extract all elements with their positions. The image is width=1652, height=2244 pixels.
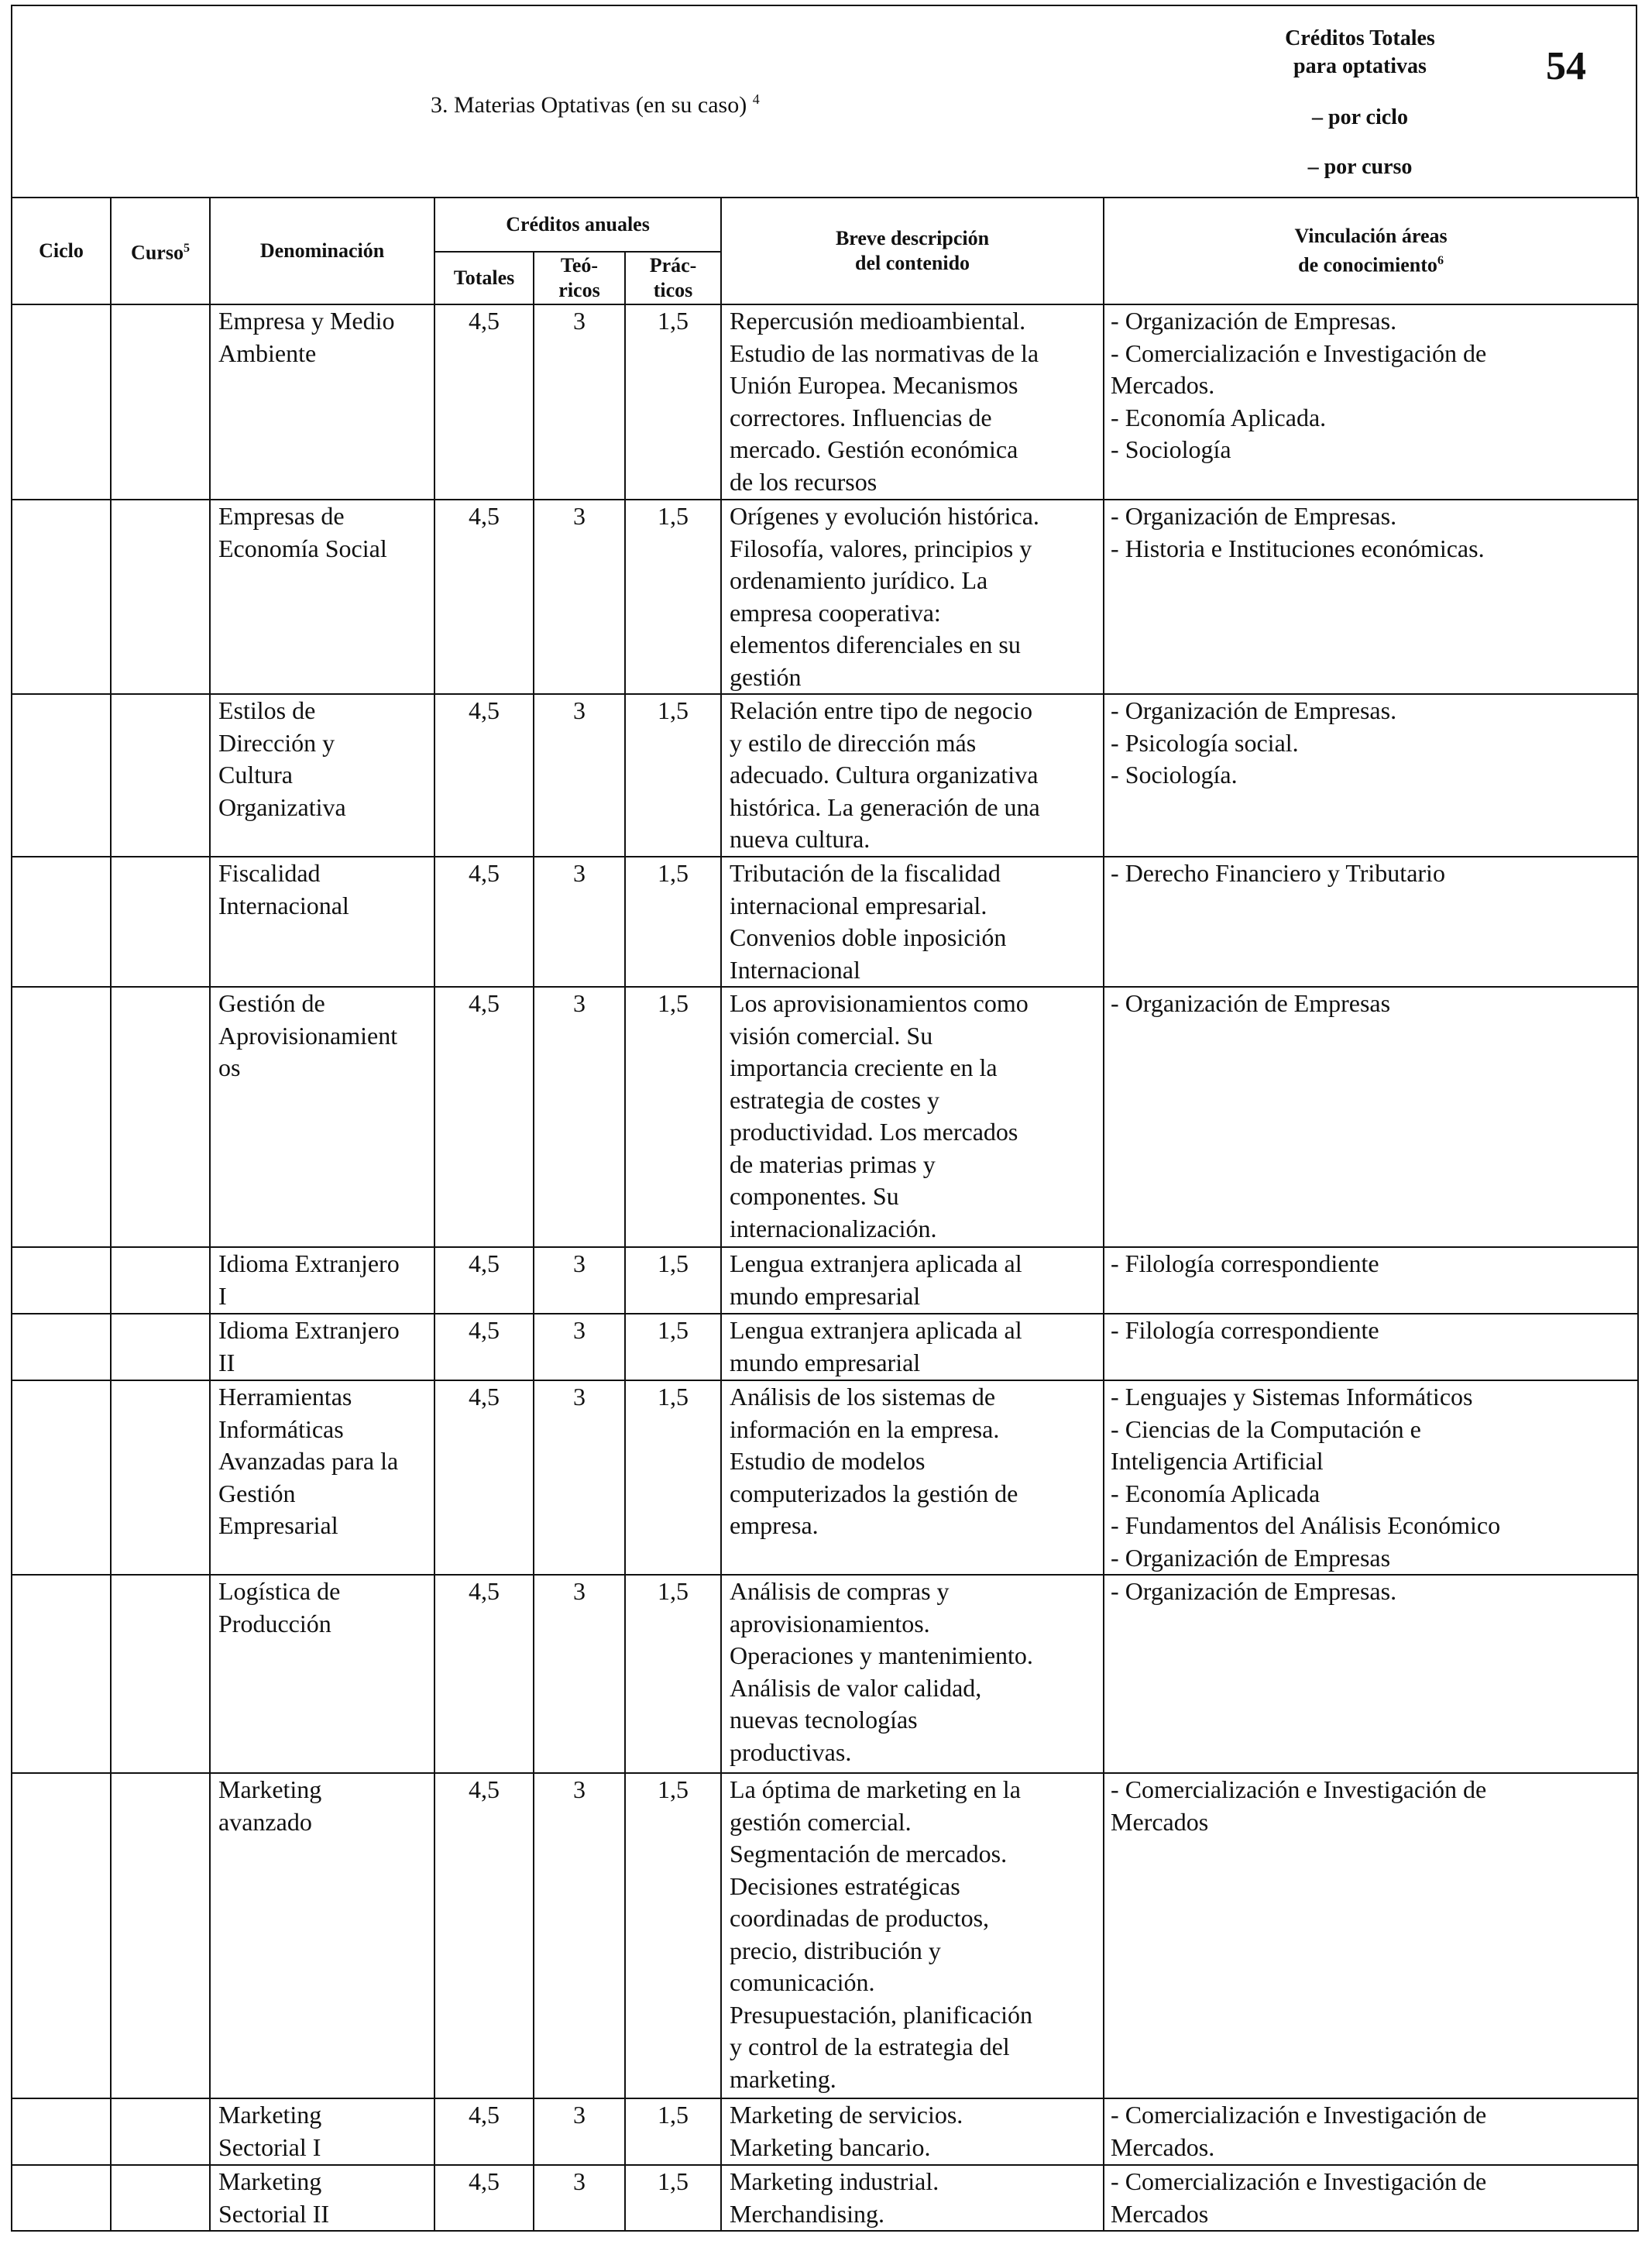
vinculacion-cell bbox=[1104, 2098, 1638, 2165]
denominacion-cell bbox=[210, 2165, 434, 2231]
practicos-cell: 1,5 bbox=[625, 2165, 721, 2231]
vinculacion-line: - Psicología social. bbox=[1111, 728, 1299, 757]
totales-cell: 4,5 bbox=[434, 1773, 534, 2098]
vinculacion-line: - Organización de Empresas bbox=[1111, 1543, 1391, 1572]
ciclo-cell bbox=[12, 2098, 111, 2165]
ciclo-cell bbox=[12, 694, 111, 857]
descripcion-line: Tributación de la fiscalidad bbox=[730, 859, 1001, 887]
ciclo-cell bbox=[12, 1247, 111, 1314]
page-number: 54 bbox=[1546, 44, 1586, 88]
descripcion-line: mercado. Gestión económica bbox=[730, 435, 1018, 463]
denominacion-cell bbox=[210, 304, 434, 500]
ciclo-cell bbox=[12, 2165, 111, 2231]
subjects-table bbox=[11, 197, 1639, 2232]
denominacion-line: os bbox=[218, 1053, 241, 1081]
practicos-cell: 1,5 bbox=[625, 1247, 721, 1314]
denominacion-cell bbox=[210, 1575, 434, 1773]
descripcion-cell bbox=[721, 1380, 1104, 1575]
descripcion-line: adecuado. Cultura organizativa bbox=[730, 761, 1039, 789]
descripcion-line: correctores. Influencias de bbox=[730, 403, 992, 431]
curso-cell bbox=[111, 304, 210, 500]
descripcion-cell bbox=[721, 857, 1104, 987]
table-row bbox=[12, 1247, 1638, 1314]
practicos-cell: 1,5 bbox=[625, 857, 721, 987]
totales-cell: 4,5 bbox=[434, 694, 534, 857]
teoricos-cell: 3 bbox=[534, 500, 625, 694]
vinculacion-line: - Comercialización e Investigación de bbox=[1111, 338, 1487, 367]
descripcion-line: internacional empresarial. bbox=[730, 891, 987, 919]
ciclo-cell bbox=[12, 1314, 111, 1380]
teoricos-cell: 3 bbox=[534, 1575, 625, 1773]
credits-per-course-label: – por curso bbox=[1307, 155, 1413, 179]
descripcion-line: gestión comercial. bbox=[730, 1807, 912, 1836]
column-header-creditos-anuales: Créditos anuales bbox=[434, 198, 721, 252]
descripcion-line: comunicación. bbox=[730, 1968, 875, 1996]
column-header-practicos bbox=[625, 252, 721, 304]
vinculacion-line: - Comercialización e Investigación de bbox=[1111, 2101, 1487, 2129]
descripcion-line: Lengua extranjera aplicada al bbox=[730, 1316, 1022, 1344]
curso-cell bbox=[111, 857, 210, 987]
header-line: Teó- bbox=[560, 254, 599, 277]
descripcion-line: ordenamiento jurídico. La bbox=[730, 566, 988, 594]
vinculacion-cell bbox=[1104, 1380, 1638, 1575]
denominacion-line: Empresarial bbox=[218, 1511, 338, 1539]
descripcion-line: Presupuestación, planificación bbox=[730, 2000, 1033, 2029]
denominacion-line: Logística de bbox=[218, 1577, 341, 1605]
descripcion-line: y control de la estrategia del bbox=[730, 2033, 1010, 2060]
vinculacion-line: - Fundamentos del Análisis Económico bbox=[1111, 1511, 1501, 1539]
descripcion-line: visión comercial. Su bbox=[730, 1021, 933, 1050]
denominacion-line: Empresa y Medio bbox=[218, 307, 395, 335]
descripcion-line: y estilo de dirección más bbox=[730, 728, 977, 757]
denominacion-line: Herramientas bbox=[218, 1383, 352, 1411]
curso-cell bbox=[111, 2165, 210, 2231]
descripcion-line: precio, distribución y bbox=[730, 1936, 941, 1964]
column-header-totales: Totales bbox=[434, 252, 534, 304]
practicos-cell: 1,5 bbox=[625, 2098, 721, 2165]
curso-cell bbox=[111, 987, 210, 1247]
practicos-cell: 1,5 bbox=[625, 694, 721, 857]
vinculacion-line: - Organización de Empresas. bbox=[1111, 502, 1397, 530]
ciclo-cell bbox=[12, 857, 111, 987]
descripcion-line: computerizados la gestión de bbox=[730, 1479, 1018, 1507]
table-row bbox=[12, 1575, 1638, 1773]
table-body bbox=[12, 304, 1638, 2231]
denominacion-line: II bbox=[218, 1348, 235, 1376]
practicos-cell: 1,5 bbox=[625, 1575, 721, 1773]
vinculacion-cell bbox=[1104, 1314, 1638, 1380]
curso-cell bbox=[111, 694, 210, 857]
vinculacion-cell bbox=[1104, 987, 1638, 1247]
practicos-cell: 1,5 bbox=[625, 1314, 721, 1380]
denominacion-line: Sectorial I bbox=[218, 2132, 321, 2161]
practicos-cell: 1,5 bbox=[625, 1773, 721, 2098]
table-row bbox=[12, 857, 1638, 987]
footnote-ref: 4 bbox=[752, 91, 760, 107]
descripcion-line: Lengua extranjera aplicada al bbox=[730, 1249, 1022, 1277]
header-line-text: Vinculación áreas bbox=[1294, 225, 1448, 248]
header-line: Breve descripción bbox=[835, 227, 990, 249]
column-header-vinculacion bbox=[1104, 198, 1638, 304]
descripcion-line: elementos diferenciales en su bbox=[730, 631, 1021, 658]
header-line: del contenido bbox=[854, 252, 970, 274]
descripcion-line: estrategia de costes y bbox=[730, 1085, 940, 1114]
denominacion-cell bbox=[210, 2098, 434, 2165]
totales-cell: 4,5 bbox=[434, 1314, 534, 1380]
descripcion-line: Internacional bbox=[730, 955, 860, 984]
descripcion-line: Unión Europea. Mecanismos bbox=[730, 371, 1018, 399]
column-header-descripcion bbox=[721, 198, 1104, 304]
vinculacion-cell bbox=[1104, 857, 1638, 987]
teoricos-cell: 3 bbox=[534, 694, 625, 857]
header-line-text: de conocimiento bbox=[1298, 253, 1437, 277]
descripcion-line: coordinadas de productos, bbox=[730, 1904, 990, 1932]
denominacion-line: I bbox=[218, 1281, 227, 1310]
vinculacion-line: Mercados. bbox=[1111, 371, 1215, 399]
denominacion-line: Sectorial II bbox=[218, 2199, 330, 2228]
descripcion-line: de materias primas y bbox=[730, 1149, 936, 1178]
descripcion-line: internacionalización. bbox=[730, 1214, 937, 1242]
descripcion-cell bbox=[721, 694, 1104, 857]
denominacion-line: Avanzadas para la bbox=[218, 1447, 399, 1475]
curso-cell bbox=[111, 1575, 210, 1773]
denominacion-line: Marketing bbox=[218, 2167, 322, 2195]
table-row bbox=[12, 694, 1638, 857]
table-row bbox=[12, 987, 1638, 1247]
vinculacion-line: Mercados. bbox=[1111, 2132, 1215, 2161]
descripcion-line: Marketing bancario. bbox=[730, 2132, 931, 2161]
denominacion-cell bbox=[210, 1773, 434, 2098]
table-row bbox=[12, 1380, 1638, 1575]
descripcion-cell bbox=[721, 1575, 1104, 1773]
totales-cell: 4,5 bbox=[434, 1247, 534, 1314]
totales-cell: 4,5 bbox=[434, 2165, 534, 2231]
descripcion-line: Convenios doble inposición bbox=[730, 923, 1007, 951]
vinculacion-line: - Economía Aplicada bbox=[1111, 1479, 1321, 1507]
descripcion-line: marketing. bbox=[730, 2064, 836, 2093]
descripcion-cell bbox=[721, 500, 1104, 694]
descripcion-cell bbox=[721, 987, 1104, 1247]
descripcion-line: Filosofía, valores, principios y bbox=[730, 534, 1032, 562]
vinculacion-cell bbox=[1104, 1575, 1638, 1773]
vinculacion-line: - Organización de Empresas. bbox=[1111, 1577, 1397, 1605]
descripcion-cell bbox=[721, 2165, 1104, 2231]
section-title bbox=[431, 91, 760, 119]
vinculacion-line: - Organización de Empresas. bbox=[1111, 307, 1397, 335]
denominacion-cell bbox=[210, 987, 434, 1247]
descripcion-line: gestión bbox=[730, 662, 802, 691]
denominacion-line: Marketing bbox=[218, 1775, 322, 1803]
denominacion-cell bbox=[210, 1247, 434, 1314]
table-header bbox=[12, 198, 1638, 304]
denominacion-cell bbox=[210, 500, 434, 694]
table-row bbox=[12, 2098, 1638, 2165]
curso-cell bbox=[111, 1773, 210, 2098]
page-header bbox=[11, 5, 1637, 198]
vinculacion-line: - Derecho Financiero y Tributario bbox=[1111, 859, 1445, 887]
teoricos-cell: 3 bbox=[534, 857, 625, 987]
denominacion-line: Dirección y bbox=[218, 728, 335, 757]
header-line bbox=[1104, 249, 1637, 278]
vinculacion-line: - Ciencias de la Computación e bbox=[1111, 1414, 1421, 1443]
descripcion-line: empresa cooperativa: bbox=[730, 598, 941, 627]
descripcion-cell bbox=[721, 2098, 1104, 2165]
denominacion-line: Idioma Extranjero bbox=[218, 1249, 400, 1277]
denominacion-line: Empresas de bbox=[218, 502, 345, 530]
footnote-ref: 5 bbox=[183, 242, 190, 256]
header-line: Prác- bbox=[649, 254, 697, 277]
denominacion-line: Cultura bbox=[218, 761, 293, 789]
teoricos-cell: 3 bbox=[534, 1247, 625, 1314]
header-line bbox=[1104, 224, 1637, 249]
totales-cell: 4,5 bbox=[434, 500, 534, 694]
curso-cell bbox=[111, 1247, 210, 1314]
descripcion-line: mundo empresarial bbox=[730, 1348, 921, 1376]
ciclo-cell bbox=[12, 500, 111, 694]
denominacion-cell bbox=[210, 1314, 434, 1380]
descripcion-line: mundo empresarial bbox=[730, 1281, 921, 1310]
footnote-ref: 6 bbox=[1437, 254, 1444, 268]
teoricos-cell: 3 bbox=[534, 2165, 625, 2231]
denominacion-cell bbox=[210, 1380, 434, 1575]
vinculacion-line: - Historia e Instituciones económicas. bbox=[1111, 534, 1485, 562]
ciclo-cell bbox=[12, 304, 111, 500]
descripcion-line: Análisis de los sistemas de bbox=[730, 1383, 996, 1411]
column-header-curso-text: Curso bbox=[131, 241, 184, 264]
teoricos-cell: 3 bbox=[534, 1380, 625, 1575]
descripcion-cell bbox=[721, 1314, 1104, 1380]
descripcion-line: Análisis de valor calidad, bbox=[730, 1673, 982, 1702]
vinculacion-cell bbox=[1104, 304, 1638, 500]
denominacion-line: Ambiente bbox=[218, 338, 317, 367]
denominacion-line: avanzado bbox=[218, 1807, 312, 1836]
denominacion-line: Idioma Extranjero bbox=[218, 1316, 400, 1344]
descripcion-line: importancia creciente en la bbox=[730, 1053, 998, 1081]
vinculacion-cell bbox=[1104, 1773, 1638, 2098]
vinculacion-line: Inteligencia Artificial bbox=[1111, 1447, 1324, 1475]
descripcion-line: Merchandising. bbox=[730, 2199, 884, 2228]
column-header-ciclo: Ciclo bbox=[12, 198, 111, 304]
teoricos-cell: 3 bbox=[534, 2098, 625, 2165]
denominacion-cell bbox=[210, 694, 434, 857]
ciclo-cell bbox=[12, 1773, 111, 2098]
totales-cell: 4,5 bbox=[434, 2098, 534, 2165]
table-row bbox=[12, 2165, 1638, 2231]
section-title-text: 3. Materias Optativas (en su caso) bbox=[431, 92, 747, 118]
descripcion-line: Estudio de modelos bbox=[730, 1447, 926, 1475]
vinculacion-line: Mercados bbox=[1111, 2199, 1209, 2228]
document-page bbox=[11, 5, 1639, 2235]
denominacion-line: Aprovisionamient bbox=[218, 1021, 398, 1050]
vinculacion-line: - Comercialización e Investigación de bbox=[1111, 1775, 1487, 1803]
descripcion-line: La óptima de marketing en la bbox=[730, 1775, 1021, 1803]
vinculacion-cell bbox=[1104, 694, 1638, 857]
descripcion-line: productivas. bbox=[730, 1737, 852, 1766]
descripcion-line: Repercusión medioambiental. bbox=[730, 307, 1026, 335]
vinculacion-cell bbox=[1104, 1247, 1638, 1314]
descripcion-line: histórica. La generación de una bbox=[730, 792, 1040, 821]
descripcion-cell bbox=[721, 1247, 1104, 1314]
descripcion-line: Operaciones y mantenimiento. bbox=[730, 1641, 1033, 1669]
vinculacion-cell bbox=[1104, 500, 1638, 694]
denominacion-line: Marketing bbox=[218, 2101, 322, 2129]
denominacion-line: Fiscalidad bbox=[218, 859, 321, 887]
totales-cell: 4,5 bbox=[434, 1380, 534, 1575]
descripcion-line: empresa. bbox=[730, 1511, 819, 1539]
descripcion-line: de los recursos bbox=[730, 467, 878, 496]
descripcion-cell bbox=[721, 304, 1104, 500]
denominacion-cell bbox=[210, 857, 434, 987]
descripcion-line: Marketing industrial. bbox=[730, 2167, 939, 2195]
vinculacion-line: Mercados bbox=[1111, 1807, 1209, 1836]
header-line: ricos bbox=[558, 279, 600, 301]
descripcion-line: Los aprovisionamientos como bbox=[730, 989, 1029, 1017]
ciclo-cell bbox=[12, 1575, 111, 1773]
credits-per-cycle-label: – por ciclo bbox=[1312, 105, 1408, 129]
vinculacion-line: - Comercialización e Investigación de bbox=[1111, 2167, 1487, 2195]
descripcion-cell bbox=[721, 1773, 1104, 2098]
ciclo-cell bbox=[12, 1380, 111, 1575]
table-row bbox=[12, 500, 1638, 694]
vinculacion-line: - Filología correspondiente bbox=[1111, 1249, 1379, 1277]
denominacion-line: Internacional bbox=[218, 891, 349, 919]
descripcion-line: productividad. Los mercados bbox=[730, 1118, 1018, 1146]
header-line: ticos bbox=[653, 279, 693, 301]
totales-cell: 4,5 bbox=[434, 987, 534, 1247]
descripcion-line: Marketing de servicios. bbox=[730, 2101, 963, 2129]
descripcion-line: Orígenes y evolución histórica. bbox=[730, 502, 1039, 530]
vinculacion-cell bbox=[1104, 2165, 1638, 2231]
curso-cell bbox=[111, 500, 210, 694]
denominacion-line: Gestión bbox=[218, 1479, 296, 1507]
descripcion-line: Análisis de compras y bbox=[730, 1577, 950, 1605]
practicos-cell: 1,5 bbox=[625, 304, 721, 500]
descripcion-line: Estudio de las normativas de la bbox=[730, 338, 1039, 367]
curso-cell bbox=[111, 1380, 210, 1575]
denominacion-line: Economía Social bbox=[218, 534, 387, 562]
teoricos-cell: 3 bbox=[534, 987, 625, 1247]
table-row bbox=[12, 1773, 1638, 2098]
practicos-cell: 1,5 bbox=[625, 1380, 721, 1575]
curso-cell bbox=[111, 2098, 210, 2165]
denominacion-line: Producción bbox=[218, 1609, 331, 1637]
descripcion-line: Decisiones estratégicas bbox=[730, 1871, 960, 1900]
descripcion-line: componentes. Su bbox=[730, 1182, 899, 1210]
totales-cell: 4,5 bbox=[434, 857, 534, 987]
vinculacion-line: - Economía Aplicada. bbox=[1111, 403, 1327, 431]
vinculacion-line: - Organización de Empresas bbox=[1111, 989, 1391, 1017]
column-header-teoricos bbox=[534, 252, 625, 304]
vinculacion-line: - Lenguajes y Sistemas Informáticos bbox=[1111, 1383, 1473, 1411]
descripcion-line: información en la empresa. bbox=[730, 1414, 1000, 1443]
table-row bbox=[12, 1314, 1638, 1380]
vinculacion-line: - Filología correspondiente bbox=[1111, 1316, 1379, 1344]
descripcion-line: Segmentación de mercados. bbox=[730, 1840, 1008, 1868]
denominacion-line: Estilos de bbox=[218, 696, 316, 724]
ciclo-cell bbox=[12, 987, 111, 1247]
teoricos-cell: 3 bbox=[534, 304, 625, 500]
denominacion-line: Gestión de bbox=[218, 989, 325, 1017]
practicos-cell: 1,5 bbox=[625, 500, 721, 694]
column-header-curso bbox=[111, 198, 210, 304]
teoricos-cell: 3 bbox=[534, 1773, 625, 2098]
descripcion-line: aprovisionamientos. bbox=[730, 1609, 930, 1637]
totales-cell: 4,5 bbox=[434, 1575, 534, 1773]
table-row bbox=[12, 304, 1638, 500]
descripcion-line: Relación entre tipo de negocio bbox=[730, 696, 1032, 724]
teoricos-cell: 3 bbox=[534, 1314, 625, 1380]
vinculacion-line: - Sociología. bbox=[1111, 761, 1238, 789]
totales-cell: 4,5 bbox=[434, 304, 534, 500]
descripcion-line: nuevas tecnologías bbox=[730, 1706, 918, 1734]
denominacion-line: Informáticas bbox=[218, 1414, 344, 1443]
descripcion-line: nueva cultura. bbox=[730, 825, 871, 853]
practicos-cell: 1,5 bbox=[625, 987, 721, 1247]
curso-cell bbox=[111, 1314, 210, 1380]
denominacion-line: Organizativa bbox=[218, 792, 346, 821]
vinculacion-line: - Sociología bbox=[1111, 435, 1231, 463]
total-credits-label: Créditos Totales bbox=[1285, 26, 1435, 50]
column-header-denominacion: Denominación bbox=[210, 198, 434, 304]
vinculacion-line: - Organización de Empresas. bbox=[1111, 696, 1397, 724]
optional-credits-label: para optativas bbox=[1293, 54, 1427, 78]
